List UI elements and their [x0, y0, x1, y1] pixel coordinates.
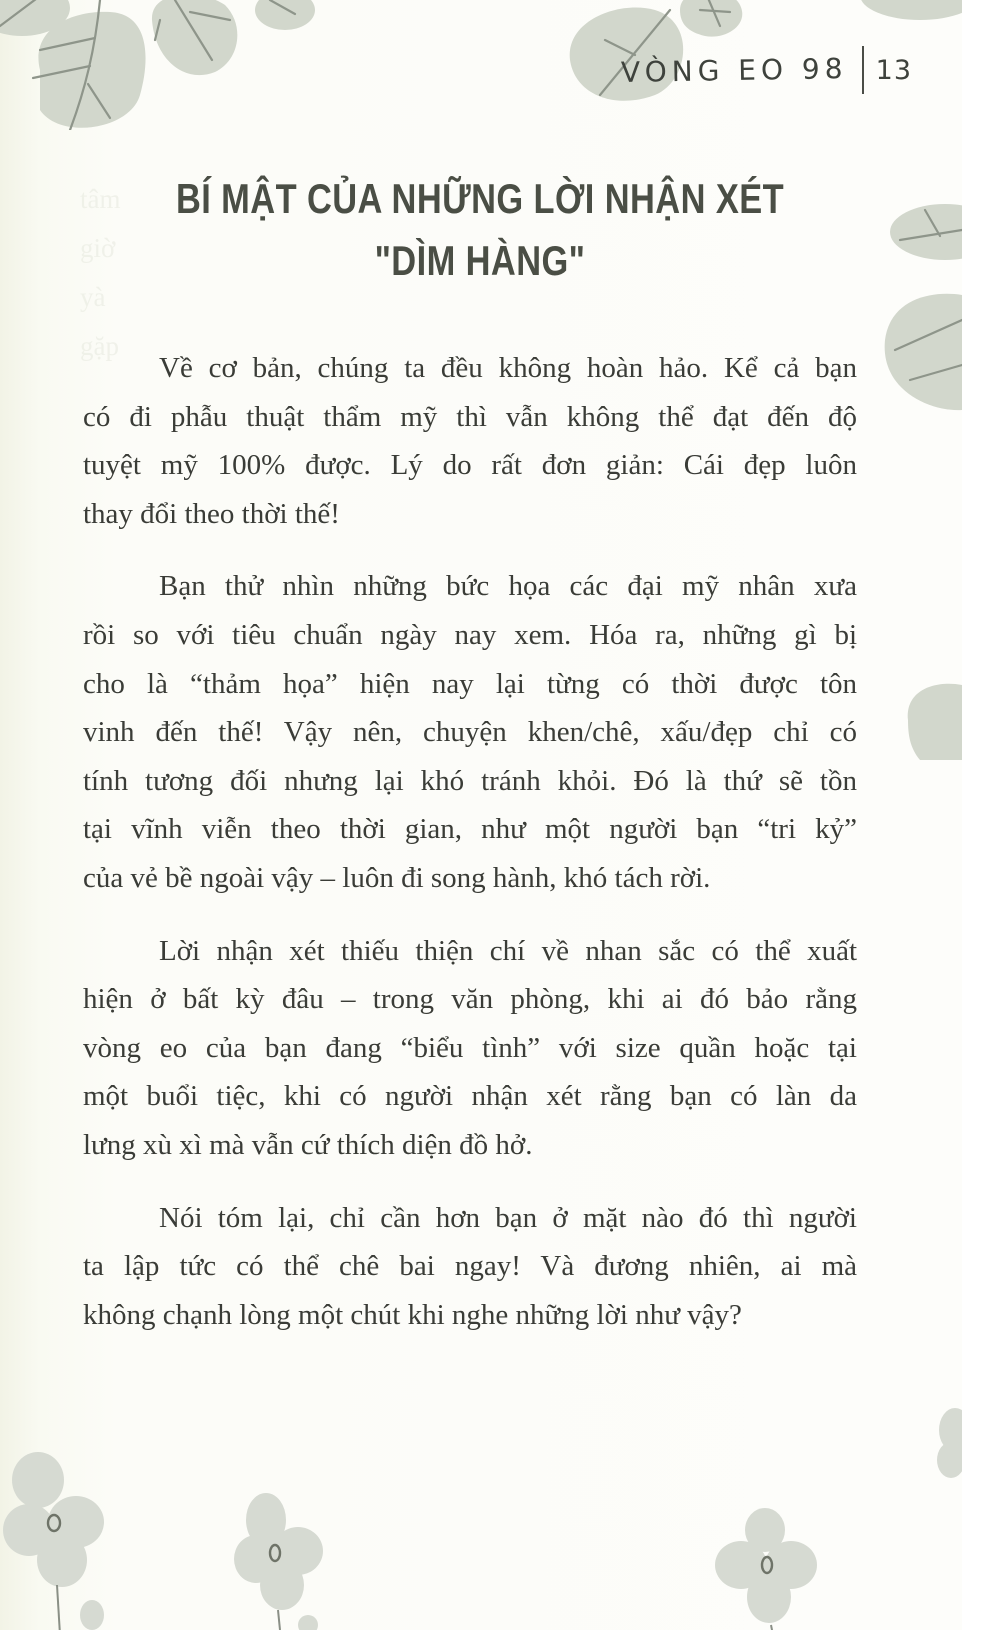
text-line: thay đổi theo thời thế!	[83, 497, 340, 530]
chapter-title-line: "DÌM HÀNG"	[374, 237, 586, 284]
text-line: cho là “thảm họa” hiện nay lại từng có thời được tôn	[83, 667, 857, 700]
text-line: rồi so với tiêu chuẩn ngày nay xem. Hóa ra, những gì bị	[83, 618, 857, 651]
chapter-title-line: BÍ MẬT CỦA NHỮNG LỜI NHẬN XÉT	[175, 175, 785, 222]
paragraph-4	[83, 1194, 857, 1340]
text-line: tính tương đối nhưng lại khó tránh khỏi. Đó là thứ sẽ tồn	[83, 764, 857, 797]
text-line: có đi phẫu thuật thẩm mỹ thì vẫn không thể đạt đến độ	[83, 400, 857, 433]
text-line: không chạnh lòng một chút khi nghe những lời như vậy?	[83, 1298, 742, 1331]
text-line: Lời nhận xét thiếu thiện chí về nhan sắc có thể xuất	[159, 934, 857, 967]
leaf-decoration-top-left-icon	[0, 0, 560, 130]
running-header-book-title: VÒNG EO 98	[620, 51, 848, 89]
page-number: 13	[875, 54, 912, 86]
paragraph-3	[83, 927, 857, 1170]
bleed-through-text: tâm giờ yà gặp	[80, 184, 121, 361]
paragraph-1	[83, 344, 857, 538]
text-line: tại vĩnh viễn theo thời gian, như một người bạn “tri kỷ”	[83, 813, 857, 846]
text-line: Về cơ bản, chúng ta đều không hoàn hảo. Kể cả bạn	[159, 352, 857, 384]
leaf-decoration-right-icon	[880, 200, 962, 760]
text-line: Bạn thử nhìn những bức họa các đại mỹ nhân xưa	[159, 570, 857, 603]
body-text	[83, 344, 857, 1363]
paragraph-2	[83, 562, 857, 902]
text-line: Nói tóm lại, chỉ cần hơn bạn ở mặt nào đó thì người	[159, 1201, 857, 1234]
text-line: ta lập tức có thể chê bai ngay! Và đương nhiên, ai mà	[83, 1250, 857, 1283]
text-line: của vẻ bề ngoài vậy – luôn đi song hành, khó tách rời.	[83, 861, 711, 894]
text-line: lưng xù xì mà vẫn cứ thích diện đồ hở.	[83, 1128, 533, 1161]
flower-decoration-bottom-icon	[0, 1380, 962, 1630]
running-header	[621, 46, 912, 94]
text-line: tuyệt mỹ 100% được. Lý do rất đơn giản: Cái đẹp luôn	[83, 449, 857, 482]
page-margin	[962, 0, 1000, 1630]
chapter-title	[152, 168, 808, 292]
text-line: vòng eo của bạn đang “biểu tình” với size quần hoặc tại	[83, 1031, 857, 1064]
header-divider	[862, 46, 864, 94]
text-line: một buổi tiệc, khi có người nhận xét rằng bạn có làn da	[83, 1080, 857, 1113]
text-line: vinh đến thế! Vậy nên, chuyện khen/chê, xấu/đẹp chỉ có	[83, 716, 857, 749]
text-line: hiện ở bất kỳ đâu – trong văn phòng, khi ai đó bảo rằng	[83, 983, 857, 1016]
